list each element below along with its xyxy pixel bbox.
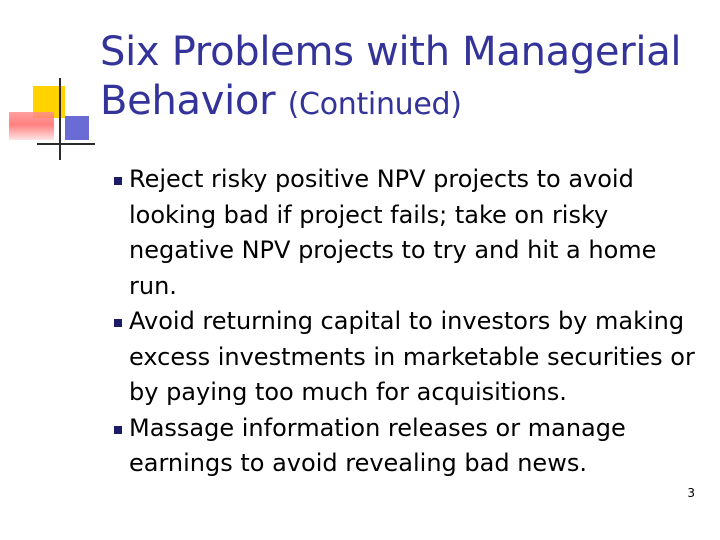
slide-title-main: Six Problems with Managerial Behavior bbox=[100, 29, 682, 124]
slide-title bbox=[100, 28, 700, 129]
page-number: 3 bbox=[687, 486, 695, 500]
decorative-blue-square bbox=[65, 116, 89, 140]
square-bullet-icon bbox=[114, 177, 122, 185]
decorative-horizontal-line bbox=[37, 143, 95, 145]
square-bullet-icon bbox=[114, 426, 122, 434]
bullet-text: Avoid returning capital to investors by making excess investments in marketable securities or by paying too much for acquisitions. bbox=[129, 307, 695, 406]
bullet-item bbox=[110, 304, 700, 411]
decorative-red-rectangle bbox=[9, 112, 54, 140]
bullet-text: Reject risky positive NPV projects to avoid looking bad if project fails; take on risky negative NPV projects to try and hit a home run. bbox=[129, 165, 657, 300]
bullet-list bbox=[110, 162, 700, 482]
square-bullet-icon bbox=[114, 319, 122, 327]
slide-title-sub: (Continued) bbox=[287, 87, 462, 122]
decorative-vertical-line bbox=[59, 78, 61, 160]
bullet-item bbox=[110, 411, 700, 482]
bullet-text: Massage information releases or manage earnings to avoid revealing bad news. bbox=[129, 413, 626, 477]
bullet-item bbox=[110, 162, 700, 304]
